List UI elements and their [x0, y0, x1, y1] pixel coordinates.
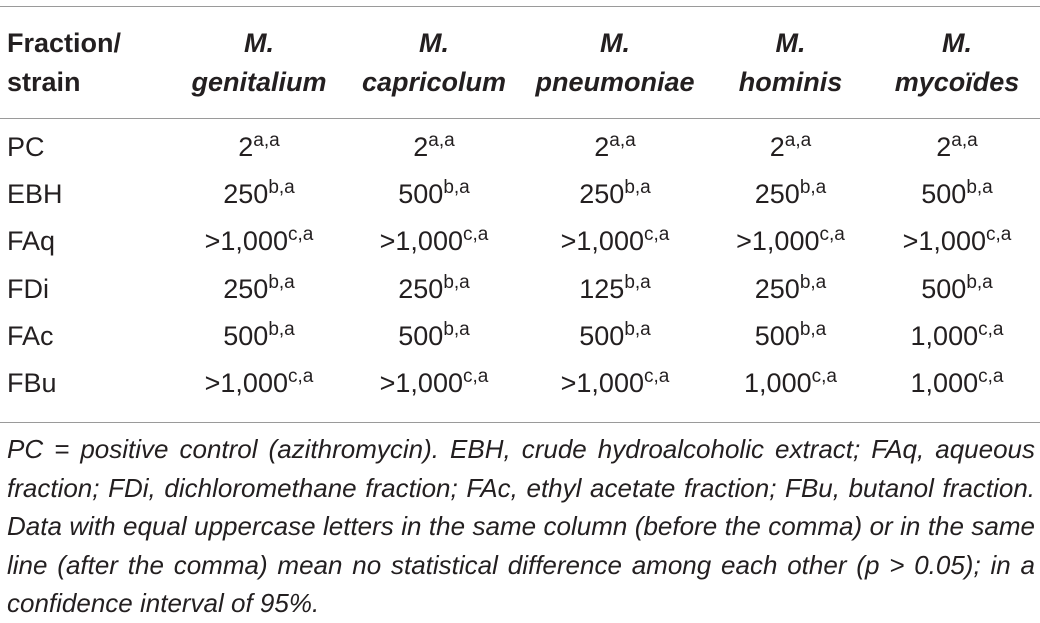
cell-value: 1,000	[910, 368, 979, 399]
header-species: mycoïdes	[894, 66, 1020, 97]
header-genus: M.	[775, 27, 806, 58]
cell-significance-letters: b,a	[799, 177, 827, 199]
header-hominis	[707, 7, 874, 118]
table-cell	[523, 118, 707, 171]
cell-significance-letters: c,a	[978, 318, 1004, 340]
cell-significance-letters: a,a	[609, 130, 636, 152]
cell-significance-letters: b,a	[443, 271, 470, 293]
cell-significance-letters: c,a	[643, 366, 670, 388]
table-cell	[173, 171, 345, 218]
table-cell	[874, 218, 1040, 265]
cell-significance-letters: a,a	[428, 130, 455, 152]
table-cell	[874, 266, 1040, 313]
cell-significance-letters: b,a	[624, 271, 651, 293]
table-row	[0, 266, 1040, 313]
header-genus: M.	[419, 27, 449, 58]
cell-value: 500	[754, 320, 800, 351]
cell-value: 250	[754, 273, 800, 304]
cell-significance-letters: b,a	[966, 177, 993, 199]
cell-value: 1,000	[910, 320, 979, 351]
cell-value: >1,000	[560, 226, 644, 257]
row-label: EBH	[7, 179, 63, 210]
cell-value: 2	[936, 132, 952, 163]
cell-value: >1,000	[736, 226, 820, 257]
header-genus: M.	[600, 27, 630, 58]
table-row	[0, 118, 1040, 171]
table-cell	[523, 266, 707, 313]
cell-significance-letters: b,a	[268, 318, 295, 340]
cell-value: 500	[398, 179, 444, 210]
row-label: FAq	[7, 226, 56, 257]
cell-value: 500	[921, 273, 967, 304]
header-genus: M.	[244, 27, 274, 58]
cell-significance-letters: c,a	[287, 366, 314, 388]
cell-value: 250	[223, 273, 269, 304]
table-cell	[345, 118, 523, 171]
table-cell	[173, 118, 345, 171]
table-cell	[707, 118, 874, 171]
cell-significance-letters: b,a	[624, 177, 651, 199]
header-species: hominis	[738, 66, 843, 97]
mic-table	[0, 7, 1040, 407]
cell-significance-letters: a,a	[253, 130, 280, 152]
cell-value: >1,000	[902, 226, 986, 257]
cell-value: 125	[579, 273, 625, 304]
table-cell	[874, 360, 1040, 407]
table-cell	[707, 266, 874, 313]
header-mycoides	[874, 7, 1040, 118]
cell-significance-letters: b,a	[443, 177, 470, 199]
header-row-label-line2: strain	[7, 66, 81, 97]
cell-value: >1,000	[379, 368, 463, 399]
cell-value: 250	[579, 179, 625, 210]
cell-significance-letters: b,a	[624, 318, 651, 340]
table-cell	[523, 313, 707, 360]
cell-significance-letters: a,a	[951, 130, 978, 152]
table-cell	[707, 218, 874, 265]
table-row	[0, 171, 1040, 218]
header-capricolum	[345, 7, 523, 118]
cell-value: >1,000	[560, 368, 644, 399]
cell-value: 1,000	[744, 368, 812, 399]
table-bottom-rule	[0, 422, 1040, 423]
table-header	[0, 7, 1040, 118]
cell-value: 250	[398, 273, 444, 304]
table-cell	[523, 171, 707, 218]
header-row	[0, 7, 1040, 118]
row-label: FAc	[7, 320, 54, 351]
cell-value: >1,000	[204, 368, 288, 399]
table-cell	[173, 218, 345, 265]
cell-significance-letters: c,a	[985, 224, 1012, 246]
table-cell	[874, 118, 1040, 171]
header-row-label	[0, 7, 173, 118]
cell-significance-letters: b,a	[268, 177, 295, 199]
table-row	[0, 218, 1040, 265]
cell-value: 2	[594, 132, 610, 163]
row-label: PC	[7, 132, 45, 163]
table-row	[0, 313, 1040, 360]
table-cell	[874, 171, 1040, 218]
table-cell	[874, 313, 1040, 360]
cell-significance-letters: c,a	[819, 224, 845, 246]
cell-significance-letters: c,a	[811, 366, 837, 388]
cell-value: 2	[413, 132, 429, 163]
cell-significance-letters: c,a	[462, 224, 489, 246]
table-body	[0, 118, 1040, 407]
table-cell	[523, 218, 707, 265]
table-cell	[345, 266, 523, 313]
table-cell	[523, 360, 707, 407]
table-row	[0, 360, 1040, 407]
cell-value: 250	[223, 179, 269, 210]
header-row-label-line1: Fraction/	[7, 27, 122, 58]
row-label: FDi	[7, 273, 49, 304]
cell-value: 500	[579, 320, 625, 351]
cell-value: 500	[921, 179, 967, 210]
cell-value: 2	[238, 132, 254, 163]
cell-value: 250	[754, 179, 800, 210]
table-cell	[173, 360, 345, 407]
cell-significance-letters: b,a	[443, 318, 470, 340]
header-genus: M.	[942, 27, 972, 58]
table-cell	[173, 266, 345, 313]
table-cell	[345, 218, 523, 265]
table-cell	[707, 360, 874, 407]
cell-value: 500	[398, 320, 444, 351]
header-genitalium	[173, 7, 345, 118]
header-pneumoniae	[523, 7, 707, 118]
cell-value: >1,000	[379, 226, 463, 257]
cell-significance-letters: b,a	[268, 271, 295, 293]
row-label: FBu	[7, 368, 57, 399]
table-cell	[345, 171, 523, 218]
cell-significance-letters: b,a	[966, 271, 993, 293]
cell-significance-letters: b,a	[799, 271, 827, 293]
cell-value: 500	[223, 320, 269, 351]
header-species: genitalium	[191, 66, 327, 97]
table-cell	[707, 313, 874, 360]
cell-significance-letters: b,a	[799, 318, 827, 340]
header-species: pneumoniae	[535, 66, 695, 97]
table-footnote: PC = positive control (azithromycin). EBH, crude hydroalcoholic extract; FAq, aqueous fraction; FDi, dichloromethane fraction; FAc, ethyl acetate fraction; FBu, butanol fraction. Data with equal uppercase letters in the same column (before the comma) or in the same line (after the comma) mean no statistical difference among each other (p > 0.05); in a confidence interval of 95%.	[7, 434, 1035, 618]
cell-value: >1,000	[204, 226, 288, 257]
cell-value: 2	[769, 132, 785, 163]
cell-significance-letters: c,a	[643, 224, 670, 246]
table-cell	[707, 171, 874, 218]
cell-significance-letters: a,a	[784, 130, 812, 152]
table-cell	[173, 313, 345, 360]
header-species: capricolum	[361, 66, 507, 97]
cell-significance-letters: c,a	[462, 366, 489, 388]
table-cell	[345, 360, 523, 407]
cell-significance-letters: c,a	[287, 224, 314, 246]
cell-significance-letters: c,a	[978, 366, 1004, 388]
table-cell	[345, 313, 523, 360]
